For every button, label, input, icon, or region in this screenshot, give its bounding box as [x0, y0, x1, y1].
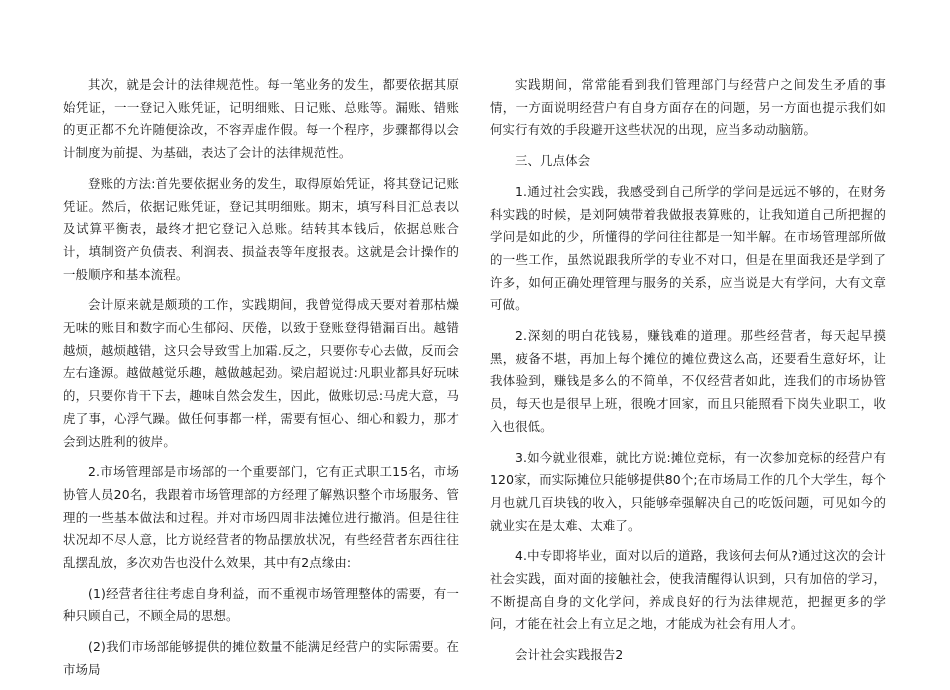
report-title-2: 会计社会实践报告2 [515, 647, 624, 663]
section-heading-reflections: 三、几点体会 [515, 153, 591, 169]
paragraph-bookkeeping-method: 登账的方法:首先要依据业务的发生，取得原始凭证，将其登记记账凭证。然后，依据记账凭证，登记其明细账。期末，填写科目汇总表以及试算平衡表，最终才把它登记入总账。结转其本钱后，依据总账合计，填制资产负债表、利润表、损益表等年度报表。这就是会计操作的一般顺序和基本流程。 [63, 175, 459, 282]
paragraph-reflection-1: 1.通过社会实践，我感受到自己所学的学问是远远不够的，在财务科实践的时候，是刘阿姨带着我做报表算账的，让我知道自己所把握的学问是如此的少，所懂得的学问往往都是一知半解。在市场管理部所做的一些工作，虽然说跟我所学的专业不对口，但是在里面我还是学到了许多，如何正确处理管理与服务的关系，应当说是大有学问，大有文章可做。 [490, 183, 886, 313]
left-text-column [63, 74, 459, 690]
paragraph-reflection-3: 3.如今就业很难，就比方说:摊位竞标，有一次参加竞标的经营户有120家，而实际摊位只能够提供80个;在市场局工作的几个大学生，每个月也就几百块钱的收入，只能够牵强解决自己的吃饭问题，可见如今的就业实在是太难、太难了。 [490, 449, 886, 533]
paragraph-reflection-2: 2.深刻的明白花钱易，赚钱难的道理。那些经营者，每天起早摸黑，疲备不堪，再加上每个摊位的摊位费这么高，还要看生意好坏，让我体验到，赚钱是多么的不简单，不仅经营者如此，连我们的市场协管员，每天也是很早上班，很晚才回家，而且只能照看下岗失业职工，收入也很低。 [490, 328, 886, 434]
paragraph-reason-2: (2)我们市场部能够提供的摊位数量不能满足经营户的实际需要。在市场局 [63, 639, 459, 677]
paragraph-market-management: 2.市场管理部是市场部的一个重要部门，它有正式职工15名，市场协管人员20名，我跟着市场管理部的方经理了解熟识整个市场服务、管理的一些基本做法和过程。并对市场四周非法摊位进行撤消。但是往往状况却不尽人意，比方说经营者的物品摆放状况，有些经营者东西往往乱摆乱放，多次劝告也没什么效果，其中有2点缘由: [63, 464, 459, 571]
paragraph-accounting-work: 会计原来就是颇琐的工作，实践期间，我曾觉得成天要对着那枯燥无味的账目和数字而心生郁闷、厌倦，以致于登账登得错漏百出。越错越烦，越烦越错，这只会导致雪上加霜.反之，只要你专心去做，反而会左右逢源。越做越觉乐趣，越做越起劲。梁启超说过:凡职业都具好玩味的，只要你肯干下去，趣味自然会发生，因此，做账切忌:马虎大意，马虎了事，心浮气躁。做任何事都一样，需要有恒心、细心和毅力，那才会到达胜利的彼岸。 [63, 297, 459, 449]
right-text-column [490, 74, 886, 675]
paragraph-continuation: 实践期间，常常能看到我们管理部门与经营户之间发生矛盾的事情，一方面说明经营户有自身方面存在的问题，另一方面也提示我们如何实行有效的手段避开这些状况的出现，应当多动动脑筋。 [490, 77, 886, 138]
paragraph-legal-norms: 其次，就是会计的法律规范性。每一笔业务的发生，都要依据其原始凭证，一一登记入账凭证，记明细账、日记账、总账等。漏账、错账的更正都不允许随便涂改，不容弄虚作假。每一个程序，步骤都得以会计制度为前提、为基础，表达了会计的法律规范性。 [63, 77, 459, 161]
paragraph-reflection-4: 4.中专即将毕业，面对以后的道路，我该何去何从?通过这次的会计社会实践，面对面的接触社会，使我清醒得认识到，只有加倍的学习，不断提高自身的文化学问，养成良好的行为法律规范，把握更多的学问，才能在社会上有立足之地，才能成为社会有用人才。 [490, 548, 886, 632]
paragraph-reason-1: (1)经营者往往考虑自身利益，而不重视市场管理整体的需要，有一种只顾自己，不顾全局的思想。 [63, 585, 459, 624]
